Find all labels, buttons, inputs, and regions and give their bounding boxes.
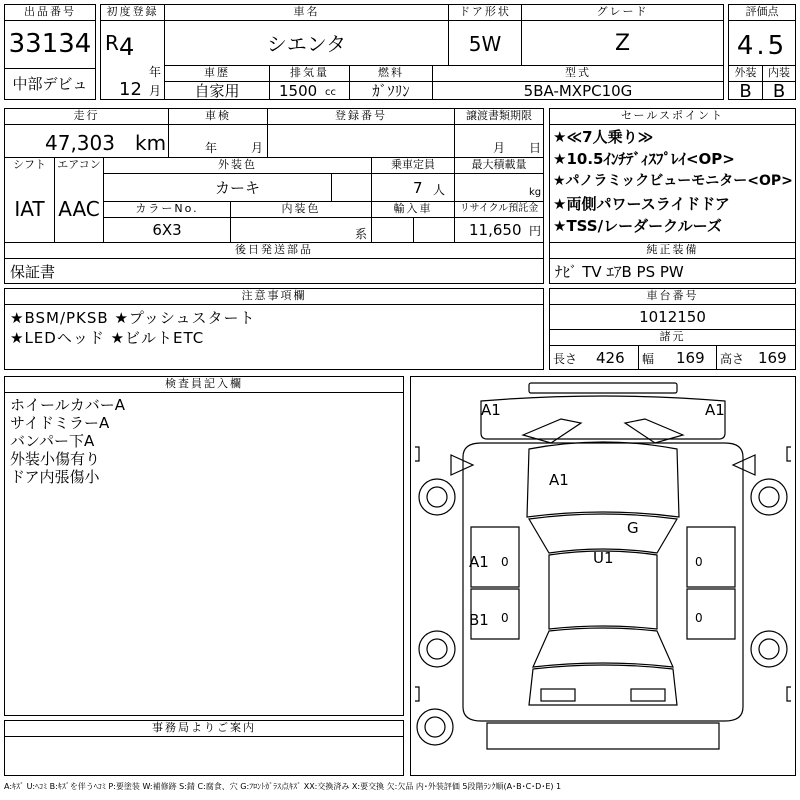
fuel: ｶﾞｿﾘﾝ — [372, 82, 410, 100]
color-no-label: カラーNo. — [135, 202, 199, 215]
legend: A:ｷｽﾞ U:ﾍｺﾐ B:ｷｽﾞを伴うﾍｺﾐ P:要塗装 W:補修跡 S:錆 C:腐食、穴 G:ﾌﾛﾝﾄｶﾞﾗｽ点ｷｽﾞ XX:交換済み X:要交換 欠:欠品 内･外装評価 5段階ﾗﾝｸ順(A･B･C･D･E) 1 — [4, 782, 562, 791]
inspector-box — [4, 376, 404, 716]
car-diagram — [410, 376, 796, 776]
exterior-label: 外装 — [734, 66, 757, 79]
exterior-grade: B — [739, 81, 752, 102]
fuel-label: 燃料 — [378, 66, 404, 79]
inspection-year-unit: 年 — [205, 141, 218, 155]
capacity-label: 乗車定員 — [391, 158, 435, 171]
later-parts-label: 後日発送部品 — [235, 243, 313, 256]
year-unit: 年 — [149, 65, 162, 79]
body-outline — [463, 443, 743, 721]
interior-label: 内装 — [768, 66, 790, 79]
shift-label: シフト — [13, 158, 46, 171]
mark-left-rear: B1 — [469, 611, 489, 629]
era: R — [105, 31, 119, 55]
chassis-box — [549, 288, 796, 370]
mileage-unit: km — [135, 131, 167, 155]
month-unit: 月 — [149, 84, 162, 98]
import-label: 輸入車 — [393, 202, 433, 215]
first-reg-label: 初度登録 — [106, 5, 159, 18]
mark-windshield: G — [627, 519, 639, 537]
int-color-label: 内装色 — [281, 202, 321, 215]
month: 12 — [119, 79, 142, 100]
shift: IAT — [14, 197, 45, 221]
score-label: 評価点 — [745, 5, 779, 18]
score: 4.5 — [736, 31, 788, 61]
ext-color-label: 外装色 — [218, 158, 257, 171]
max-load-unit: kg — [529, 187, 542, 198]
chassis-number: 1012150 — [639, 308, 706, 326]
displacement-label: 排気量 — [290, 66, 329, 79]
inspection-label: 車検 — [205, 109, 231, 122]
aircon-label: エアコン — [57, 158, 101, 171]
inspector-line-2: サイドミラーA — [10, 414, 110, 432]
recycle-unit: 円 — [529, 224, 542, 238]
chassis-label: 車台番号 — [646, 289, 699, 302]
office-label: 事務局よりご案内 — [152, 721, 256, 734]
inspection-month-unit: 月 — [251, 141, 264, 155]
mileage-label: 走行 — [73, 109, 100, 122]
lot-note: 中部デビュ — [12, 75, 88, 93]
zero-1: 0 — [501, 555, 509, 569]
zero-2: 0 — [695, 555, 703, 569]
transfer-month-unit: 月 — [493, 141, 506, 155]
recycle-label: リサイクル預託金 — [459, 203, 539, 214]
capacity-unit: 人 — [433, 183, 446, 197]
notes-line-1: ★BSM/PKSB ★プッシュスタート — [10, 309, 256, 327]
inspector-line-4: 外装小傷有り — [10, 450, 101, 468]
inspector-line-1: ホイールカバーA — [10, 396, 125, 414]
wheel-front-right — [751, 479, 787, 515]
door-label: ドア形状 — [459, 5, 511, 18]
int-color-unit: 系 — [355, 227, 368, 241]
height-label: 高さ — [720, 352, 745, 366]
length-label: 長さ — [553, 352, 578, 366]
front-bumper — [529, 383, 677, 393]
zero-3: 0 — [501, 611, 509, 625]
reg-number-label: 登録番号 — [335, 109, 387, 122]
sales-point-5: ★TSS/レーダークルーズ — [553, 217, 722, 235]
sales-points-box — [549, 108, 796, 284]
grade: Z — [614, 32, 631, 56]
displacement-unit: cc — [325, 87, 336, 98]
score-box — [728, 4, 796, 100]
grade-label: グレード — [596, 5, 649, 18]
rear-bumper — [541, 689, 575, 701]
model: 5BA-MXPC10G — [523, 82, 633, 100]
notes-line-2: ★LEDヘッド ★ビルトETC — [10, 329, 205, 347]
equipment-label: 純正装備 — [646, 243, 699, 256]
inspector-line-5: ドア内張傷小 — [10, 468, 100, 486]
color-no: 6X3 — [152, 221, 182, 239]
capacity: 7 — [413, 179, 423, 197]
aircon: AAC — [58, 197, 100, 221]
windshield — [529, 514, 677, 553]
height: 169 — [758, 349, 787, 367]
transfer-day-unit: 日 — [529, 141, 542, 155]
spec-label: 諸元 — [659, 330, 686, 343]
year: 4 — [119, 33, 135, 61]
sales-point-2: ★10.5ｲﾝﾁﾃﾞｨｽﾌﾟﾚｲ<OP> — [553, 150, 735, 168]
car-name: シエンタ — [266, 32, 347, 56]
sales-point-4: ★両側パワースライドドア — [553, 195, 730, 213]
mark-front-left: A1 — [481, 401, 501, 419]
sales-point-1: ★≪7人乗り≫ — [553, 128, 654, 146]
lot-box — [4, 4, 96, 100]
length: 426 — [596, 349, 625, 367]
door: 5W — [468, 32, 502, 56]
header-box — [100, 4, 724, 100]
office-box — [4, 720, 404, 776]
later-parts: 保証書 — [10, 263, 56, 281]
equipment: ﾅﾋﾞ TV ｴｱB PS PW — [555, 263, 684, 281]
lot-label: 出品番号 — [24, 5, 76, 18]
transfer-label: 譲渡書類期限 — [466, 109, 532, 122]
recycle: 11,650 — [469, 221, 522, 239]
car-diagram-svg — [411, 377, 795, 775]
inspector-label: 検査員記入欄 — [165, 377, 243, 390]
interior-grade: B — [772, 81, 786, 102]
mark-roof: U1 — [593, 549, 614, 567]
mileage: 47,303 — [45, 131, 115, 155]
model-label: 型式 — [565, 66, 591, 79]
history-label: 車歴 — [204, 66, 230, 79]
wheel-front-left — [419, 479, 455, 515]
mark-left-door: A1 — [469, 553, 489, 571]
history: 自家用 — [194, 82, 240, 100]
displacement: 1500 — [279, 82, 318, 100]
width: 169 — [676, 349, 705, 367]
width-label: 幅 — [642, 352, 655, 366]
inspector-line-3: バンパー下A — [10, 432, 95, 450]
mark-front-right: A1 — [705, 401, 725, 419]
notes-box — [4, 288, 544, 370]
lot-number: 33134 — [8, 29, 92, 59]
mark-hood: A1 — [549, 471, 569, 489]
sales-point-3: ★パノラミックビューモニター<OP> — [553, 173, 793, 189]
ext-color: カーキ — [214, 179, 260, 197]
max-load-label: 最大積載量 — [471, 158, 527, 171]
front-outline — [481, 396, 725, 439]
zero-4: 0 — [695, 611, 703, 625]
wheel-rear-left — [419, 631, 455, 667]
notes-label: 注意事項欄 — [241, 289, 307, 302]
spare-tire — [417, 709, 453, 745]
sales-points-label: セールスポイント — [620, 109, 724, 122]
wheel-rear-right — [751, 631, 787, 667]
vehicle-info-box — [4, 108, 544, 284]
car-name-label: 車名 — [293, 5, 320, 18]
